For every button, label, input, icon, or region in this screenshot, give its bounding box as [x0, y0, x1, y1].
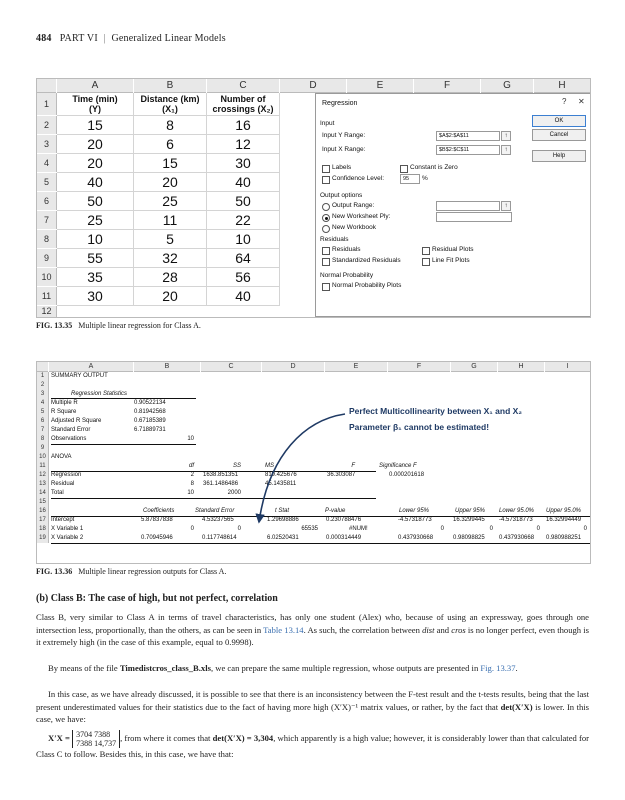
- header-line: (X₁): [162, 104, 178, 114]
- coef-cell: 0.000314449: [326, 535, 362, 541]
- det-value: det(X′X) = 3,304: [212, 732, 274, 743]
- cell[interactable]: 5: [134, 230, 207, 249]
- matrix: [72, 730, 120, 748]
- coef-head: Coefficients: [143, 508, 175, 514]
- col-header-d[interactable]: D: [280, 79, 346, 93]
- part-label: PART: [59, 33, 85, 44]
- line-fit-plots-checkbox[interactable]: [422, 258, 430, 266]
- coef-cell: X Variable 2: [51, 535, 84, 541]
- residuals-checkbox[interactable]: [322, 247, 330, 255]
- cell[interactable]: 50: [57, 192, 134, 211]
- figure-13-35: [36, 78, 591, 318]
- anova-head: Significance F: [379, 463, 417, 469]
- coef-cell: 16.3299445: [453, 517, 485, 523]
- row-header[interactable]: 19: [37, 534, 49, 543]
- input-group-label: Input: [320, 120, 335, 127]
- cell[interactable]: 25: [57, 211, 134, 230]
- confidence-checkbox[interactable]: [322, 176, 330, 184]
- coef-head: Upper 95.0%: [546, 508, 582, 514]
- close-icon[interactable]: ✕: [578, 97, 585, 106]
- coef-cell: 0.70945946: [141, 535, 173, 541]
- text: .: [515, 663, 518, 673]
- header-line: Number of: [220, 94, 266, 104]
- det-term: det(X′X): [500, 701, 533, 712]
- corner-cell: [37, 79, 56, 93]
- coef-cell: 0.980988251: [546, 535, 582, 541]
- coef-cell: 16.32994449: [546, 517, 582, 523]
- part-number: VI: [86, 33, 98, 44]
- row-header[interactable]: 12: [37, 306, 57, 317]
- coef-head: Upper 95%: [455, 508, 486, 514]
- row-header[interactable]: 14: [37, 489, 49, 498]
- row-header[interactable]: 10: [37, 453, 49, 462]
- cell[interactable]: 22: [207, 211, 280, 230]
- cancel-button[interactable]: Cancel: [532, 129, 586, 141]
- col-header-e[interactable]: E: [347, 79, 413, 93]
- coef-cell: 6.02520431: [267, 535, 299, 541]
- coef-cell: 0: [489, 526, 493, 532]
- annotation-arrow: [37, 362, 590, 563]
- stat-value: 0.81942568: [134, 409, 166, 415]
- coef-cell: #NUM!: [349, 526, 368, 532]
- residual-plots-checkbox[interactable]: [422, 247, 430, 255]
- cell[interactable]: 35: [57, 268, 134, 287]
- anova-head: SS: [232, 463, 241, 469]
- cell[interactable]: 56: [207, 268, 280, 287]
- text: By means of the file: [48, 663, 120, 673]
- collapse-arrow-icon[interactable]: ↑: [501, 145, 511, 155]
- labels-checkbox[interactable]: [322, 165, 330, 173]
- standardized-residuals-label: Standardized Residuals: [332, 257, 401, 264]
- output-range-label: Output Range:: [332, 202, 375, 209]
- row-header[interactable]: 1: [37, 93, 57, 115]
- caption-label: FIG. 13.36: [36, 567, 73, 576]
- coef-cell: 0.230788476: [326, 517, 362, 523]
- paragraph: [36, 730, 589, 761]
- col-header-h[interactable]: H: [534, 79, 590, 93]
- coef-cell: 0: [440, 526, 444, 532]
- anova-cell: Total: [51, 490, 64, 496]
- coef-cell: 4.53237565: [202, 517, 234, 523]
- col-header-f[interactable]: F: [414, 79, 480, 93]
- row-header[interactable]: 11: [37, 287, 57, 305]
- residuals-group-label: Residuals: [320, 236, 349, 243]
- col-header[interactable]: G: [451, 362, 497, 372]
- matrix-row: 3704 7388: [76, 730, 111, 739]
- anova-head: F: [351, 463, 355, 469]
- row-header[interactable]: 18: [37, 525, 49, 534]
- page-number: 484: [36, 33, 52, 44]
- dialog-title: Regression: [322, 100, 358, 107]
- cell[interactable]: 8: [134, 116, 207, 135]
- cell[interactable]: 11: [134, 211, 207, 230]
- text: , from where it comes that: [120, 732, 213, 743]
- cell[interactable]: 40: [207, 173, 280, 192]
- col-header[interactable]: E: [325, 362, 387, 372]
- text: is lower. In this case, we have:: [36, 701, 589, 725]
- row-header[interactable]: 3: [37, 135, 57, 153]
- stat-value: 0.67185389: [134, 418, 166, 424]
- coef-cell: 0: [583, 526, 587, 532]
- coef-head: Lower 95.0%: [499, 508, 535, 514]
- coef-cell: 0.437930668: [499, 535, 535, 541]
- coef-cell: Intercept: [51, 517, 75, 523]
- normal-plots-checkbox[interactable]: [322, 283, 330, 291]
- anova-cell: 361.1486486: [203, 481, 239, 487]
- col-header-a[interactable]: A: [57, 79, 133, 93]
- col-header-c[interactable]: C: [207, 79, 279, 93]
- cell[interactable]: 15: [134, 154, 207, 173]
- coef-cell: 0.117748614: [202, 535, 237, 541]
- coef-head: P-value: [325, 508, 346, 514]
- anova-cell: Regression: [51, 472, 82, 478]
- coef-cell: X Variable 1: [51, 526, 84, 532]
- output-group-label: Output options: [320, 192, 363, 199]
- stat-value: 0.90522134: [134, 400, 166, 406]
- row-header[interactable]: 5: [37, 173, 57, 191]
- row-header[interactable]: 15: [37, 498, 49, 507]
- cell[interactable]: 30: [57, 287, 134, 306]
- new-worksheet-radio[interactable]: [322, 214, 330, 222]
- anova-head: MS: [265, 463, 274, 469]
- text: . As such, the correlation between: [303, 624, 423, 635]
- coef-head: t Stat: [275, 508, 290, 514]
- input-y-range-field[interactable]: $A$2:$A$11: [436, 131, 500, 141]
- stat-label: Multiple R: [51, 400, 78, 406]
- header-line: Distance (km): [140, 94, 200, 104]
- coef-cell: 0.98098825: [453, 535, 485, 541]
- help-button[interactable]: Help: [532, 150, 586, 162]
- cell[interactable]: 10: [57, 230, 134, 249]
- output-range-radio[interactable]: [322, 203, 330, 211]
- anova-cell: 819.425676: [265, 472, 297, 478]
- stat-value: 10: [187, 436, 194, 442]
- header-cell-distance[interactable]: [134, 93, 207, 116]
- normal-plots-label: Normal Probability Plots: [332, 282, 402, 289]
- standardized-residuals-checkbox[interactable]: [322, 258, 330, 266]
- row-header[interactable]: 3: [37, 390, 49, 399]
- cell[interactable]: 55: [57, 249, 134, 268]
- cell[interactable]: 32: [134, 249, 207, 268]
- cell[interactable]: 10: [207, 230, 280, 249]
- anova-cell: 1638.851351: [203, 472, 239, 478]
- col-header[interactable]: A: [49, 362, 133, 372]
- cell[interactable]: 30: [207, 154, 280, 173]
- text: , which apparently is a high value; however, it is considerably lower than that calculated for Class C to follow. Besides this, in this case, we have that:: [36, 732, 590, 759]
- anova-cell: 10: [187, 490, 194, 496]
- confidence-label: Confidence Level:: [332, 175, 385, 182]
- paragraph: [36, 611, 589, 649]
- row-header[interactable]: 13: [37, 480, 49, 489]
- percent-label: %: [422, 175, 428, 182]
- row-header[interactable]: 4: [37, 399, 49, 408]
- row-header[interactable]: 2: [37, 381, 49, 390]
- coef-cell: 65535: [301, 526, 318, 532]
- row-header[interactable]: 5: [37, 408, 49, 417]
- col-header[interactable]: I: [545, 362, 590, 372]
- figure-caption: [36, 321, 201, 330]
- text: dist: [422, 624, 435, 635]
- text: and: [434, 624, 452, 635]
- text: Class B, very similar to Class A in terms of travel characteristics, has only one student (Alex) who, because of using an expressway, goes through one intersection less, proportionally, than the others, as can be seen in: [36, 612, 589, 635]
- col-header[interactable]: H: [498, 362, 544, 372]
- row-header[interactable]: 12: [37, 471, 49, 480]
- cell[interactable]: 20: [134, 173, 207, 192]
- header-line: Time (min): [72, 94, 118, 104]
- cell[interactable]: 40: [57, 173, 134, 192]
- coef-cell: 0: [190, 526, 194, 532]
- line-fit-plots-label: Line Fit Plots: [432, 257, 470, 264]
- row-header[interactable]: 2: [37, 116, 57, 134]
- header-line: crossings (X₂): [212, 104, 274, 114]
- cell[interactable]: 64: [207, 249, 280, 268]
- anova-cell: 2: [190, 472, 194, 478]
- constant-zero-checkbox[interactable]: [400, 165, 408, 173]
- text: In this case, as we have already discussed, it is possible to see that there is an inconsistency between the F-test result and the t-tests results, being that the last present underestimated values for their statistics due to the fact of having more high (X′X)⁻¹ matrix values, or rather, by the fact that: [36, 689, 589, 712]
- constant-zero-label: Constant is Zero: [410, 164, 458, 171]
- text: , we can prepare the same multiple regression, whose outputs are presented in: [210, 663, 481, 673]
- row-header[interactable]: 8: [37, 435, 49, 444]
- col-header-g[interactable]: G: [481, 79, 533, 93]
- matrix-label: X′X =: [48, 732, 70, 743]
- coef-cell: 0: [536, 526, 540, 532]
- caption-label: FIG. 13.35: [36, 321, 73, 330]
- cell[interactable]: 15: [57, 116, 134, 135]
- col-header[interactable]: B: [134, 362, 200, 372]
- row-header[interactable]: 9: [37, 444, 49, 453]
- input-y-label: Input Y Range:: [322, 132, 366, 139]
- paragraph: [36, 688, 589, 726]
- help-icon[interactable]: ?: [562, 97, 567, 106]
- anova-head: df: [188, 463, 194, 469]
- coef-cell: -4.57318773: [499, 517, 533, 523]
- row-header[interactable]: 6: [37, 192, 57, 210]
- coef-head: Standard Error: [195, 508, 235, 514]
- col-header[interactable]: F: [388, 362, 450, 372]
- figure-caption: [36, 567, 226, 576]
- labels-label: Labels: [332, 164, 352, 171]
- residuals-label: Residuals: [332, 246, 361, 253]
- anova-cell: 0.000201618: [389, 472, 425, 478]
- running-header: 484 PART VI | Generalized Linear Models: [36, 33, 226, 44]
- coef-cell: 5.87837838: [141, 517, 173, 523]
- collapse-arrow-icon[interactable]: ↑: [501, 201, 511, 211]
- section-title: (b) Class B: The case of high, but not perfect, correlation: [36, 593, 278, 604]
- coef-cell: -4.57318773: [398, 517, 432, 523]
- row-header[interactable]: 17: [37, 516, 49, 525]
- new-worksheet-field[interactable]: [436, 212, 512, 222]
- row-header[interactable]: 16: [37, 507, 49, 516]
- header-cell-crossings[interactable]: [207, 93, 280, 116]
- paragraph: [36, 662, 589, 675]
- row-header[interactable]: 10: [37, 268, 57, 286]
- header-line: (Y): [89, 104, 101, 114]
- cell[interactable]: 28: [134, 268, 207, 287]
- cell[interactable]: 50: [207, 192, 280, 211]
- anova-title: ANOVA: [51, 454, 72, 460]
- row-header[interactable]: 7: [37, 211, 57, 229]
- stat-label: Observations: [51, 436, 87, 442]
- ok-button[interactable]: OK: [532, 115, 586, 127]
- anova-cell: Residual: [51, 481, 75, 487]
- cell[interactable]: 6: [134, 135, 207, 154]
- cell[interactable]: 20: [57, 154, 134, 173]
- figure-link[interactable]: Fig. 13.37: [480, 663, 516, 673]
- file-name: Timedistcros_class_B.xls: [119, 663, 211, 673]
- input-x-range-field[interactable]: $B$2:$C$11: [436, 145, 500, 155]
- stat-label: Adjusted R Square: [51, 418, 102, 424]
- normal-group-label: Normal Probability: [320, 272, 374, 279]
- cell[interactable]: 20: [134, 287, 207, 306]
- row-header[interactable]: 4: [37, 154, 57, 172]
- part-title: Generalized Linear Models: [111, 33, 226, 44]
- input-x-label: Input X Range:: [322, 146, 366, 153]
- row-header[interactable]: 7: [37, 426, 49, 435]
- row-header[interactable]: 1: [37, 372, 49, 381]
- anova-cell: 2000: [227, 490, 241, 496]
- new-workbook-label: New Workbook: [332, 224, 376, 231]
- anova-cell: 8: [190, 481, 194, 487]
- col-header-b[interactable]: B: [134, 79, 206, 93]
- new-workbook-radio[interactable]: [322, 225, 330, 233]
- annotation-line-2: Parameter β₁ cannot be estimated!: [349, 422, 490, 432]
- anova-cell: 36.303087: [327, 472, 356, 478]
- row-header[interactable]: 11: [37, 462, 49, 471]
- table-link[interactable]: Table 13.14: [263, 624, 304, 635]
- coef-cell: 0.437930668: [398, 535, 434, 541]
- annotation-line-1: Perfect Multicollinearity between X₁ and X₂: [349, 406, 523, 416]
- cell[interactable]: 12: [207, 135, 280, 154]
- summary-output-title: SUMMARY OUTPUT: [51, 373, 108, 379]
- cell[interactable]: 25: [134, 192, 207, 211]
- stat-value: 6.71889731: [134, 427, 166, 433]
- stat-label: R Square: [51, 409, 77, 415]
- coef-head: Lower 95%: [399, 508, 430, 514]
- coef-cell: 1.29698886: [267, 517, 299, 523]
- output-range-field[interactable]: [436, 201, 500, 211]
- caption-text: Multiple linear regression outputs for Class A.: [78, 567, 227, 576]
- collapse-arrow-icon[interactable]: ↑: [501, 131, 511, 141]
- col-header[interactable]: D: [262, 362, 324, 372]
- residual-plots-label: Residual Plots: [432, 246, 474, 253]
- col-header[interactable]: C: [201, 362, 261, 372]
- row-header[interactable]: 9: [37, 249, 57, 267]
- new-worksheet-label: New Worksheet Ply:: [332, 213, 391, 220]
- coef-cell: 0: [237, 526, 241, 532]
- stat-label: Standard Error: [51, 427, 91, 433]
- regression-dialog: [315, 93, 591, 317]
- figure-13-36: [36, 361, 591, 564]
- row-header[interactable]: 6: [37, 417, 49, 426]
- cell[interactable]: 20: [57, 135, 134, 154]
- text: is no longer perfect, even though is it extremely high (in the case of this example, equal to 0.9998).: [36, 624, 589, 648]
- cell[interactable]: 16: [207, 116, 280, 135]
- matrix-row: 7388 14,737: [76, 739, 117, 748]
- caption-text: Multiple linear regression for Class A.: [78, 321, 201, 330]
- row-header[interactable]: 8: [37, 230, 57, 248]
- confidence-level-field[interactable]: 95: [400, 174, 420, 184]
- text: cros: [451, 624, 466, 635]
- anova-cell: 45.1435811: [265, 481, 297, 487]
- reg-stats-title: Regression Statistics: [71, 391, 128, 397]
- cell[interactable]: 40: [207, 287, 280, 306]
- header-cell-time[interactable]: [57, 93, 134, 116]
